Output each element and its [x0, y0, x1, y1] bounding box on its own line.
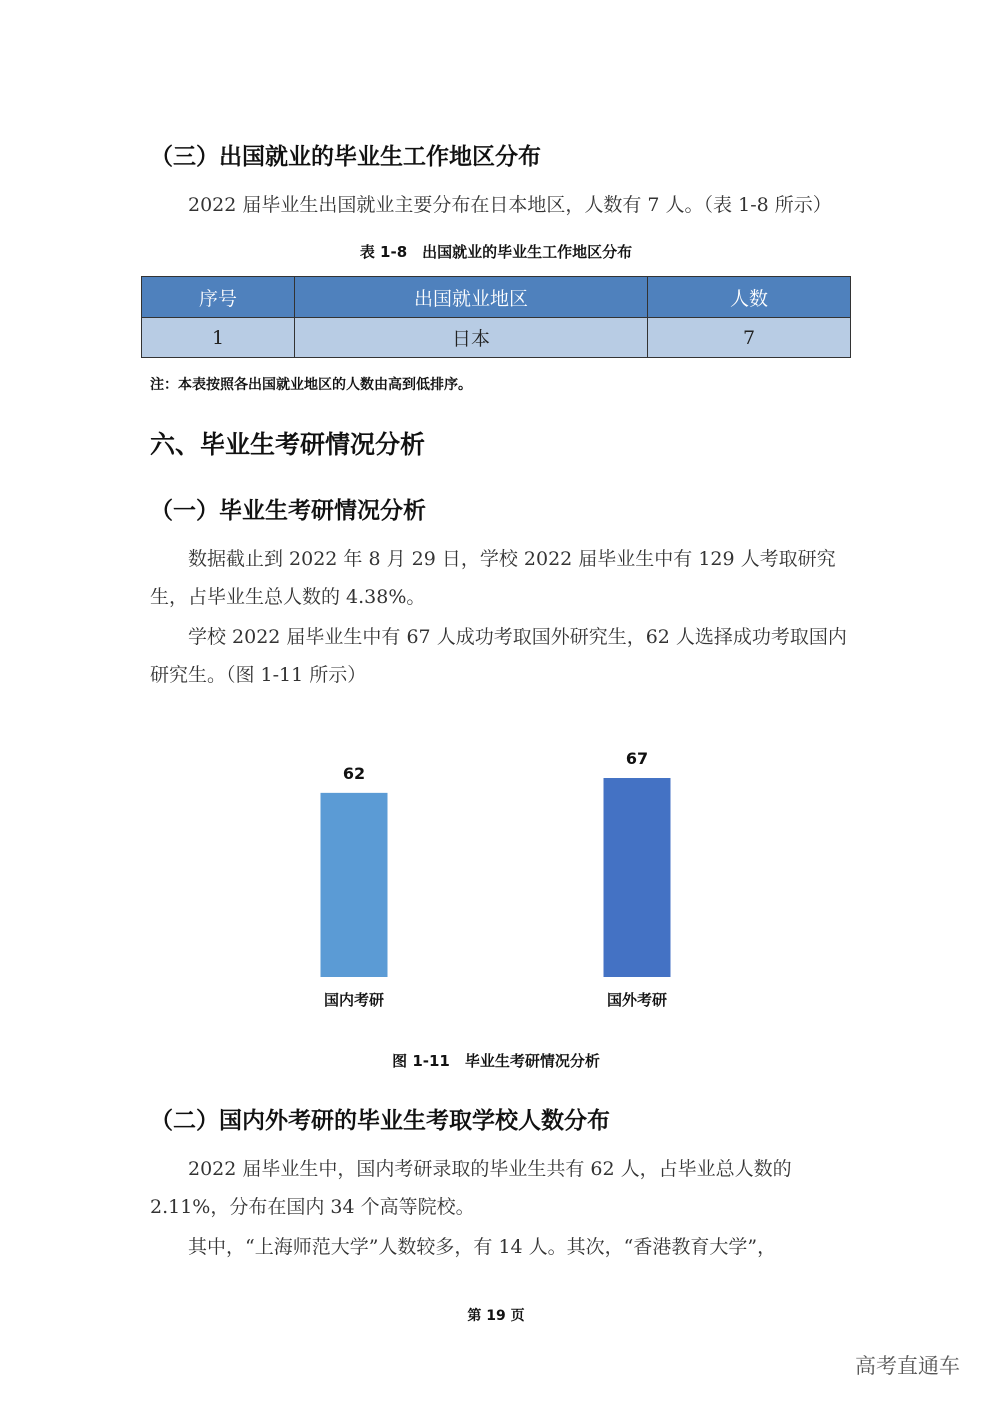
postgrad-paragraph-1: 数据截止到 2022 年 8 月 29 日，学校 2022 届毕业生中有 129 人考取研究生，占毕业生总人数的 4.38%。: [150, 548, 836, 608]
bar-0: [321, 793, 388, 977]
table-cell-region: 日本: [295, 318, 648, 358]
school-paragraph-2: 其中，“上海师范大学”人数较多，有 14 人。其次，“香港教育大学”，: [188, 1236, 777, 1258]
overseas-paragraph: 2022 届毕业生出国就业主要分布在日本地区，人数有 7 人。（表 1-8 所示）: [188, 194, 832, 216]
figure-caption: 图 1-11 毕业生考研情况分析: [392, 1052, 600, 1070]
postgrad-paragraph-2: 学校 2022 届毕业生中有 67 人成功考取国外研究生，62 人选择成功考取国内研究生。（图 1-11 所示）: [150, 626, 847, 686]
column-header-region: 出国就业地区: [295, 277, 648, 318]
table-caption: 表 1-8 出国就业的毕业生工作地区分布: [359, 243, 633, 261]
data-label-0: 62: [342, 763, 366, 783]
school-paragraph-1: 2022 届毕业生中，国内考研录取的毕业生共有 62 人，占毕业总人数的 2.11%，分布在国内 34 个高等院校。: [150, 1158, 792, 1218]
table-cell-index: 1: [142, 318, 295, 358]
chapter-heading-postgrad: 六、毕业生考研情况分析: [150, 430, 426, 459]
overseas-region-table: [141, 276, 851, 358]
table-row: [142, 318, 851, 358]
section-heading-postgrad-analysis: （一）毕业生考研情况分析: [150, 498, 426, 524]
category-label-1: 国外考研: [606, 991, 668, 1009]
category-label-0: 国内考研: [323, 991, 385, 1009]
bar-1: [604, 778, 671, 977]
data-label-1: 67: [625, 749, 649, 769]
watermark-text: 高考直通车: [855, 1354, 960, 1378]
table-note: 注：本表按照各出国就业地区的人数由高到低排序。: [150, 377, 472, 393]
postgrad-bar-chart: [250, 730, 750, 1020]
column-header-count: 人数: [648, 277, 851, 318]
section-heading-overseas-regions: （三）出国就业的毕业生工作地区分布: [150, 144, 541, 170]
column-header-index: 序号: [142, 277, 295, 318]
table-header-row: [142, 277, 851, 318]
page-number: 第 19 页: [467, 1308, 525, 1324]
table-cell-count: 7: [648, 318, 851, 358]
section-heading-school-distribution: （二）国内外考研的毕业生考取学校人数分布: [150, 1108, 610, 1134]
